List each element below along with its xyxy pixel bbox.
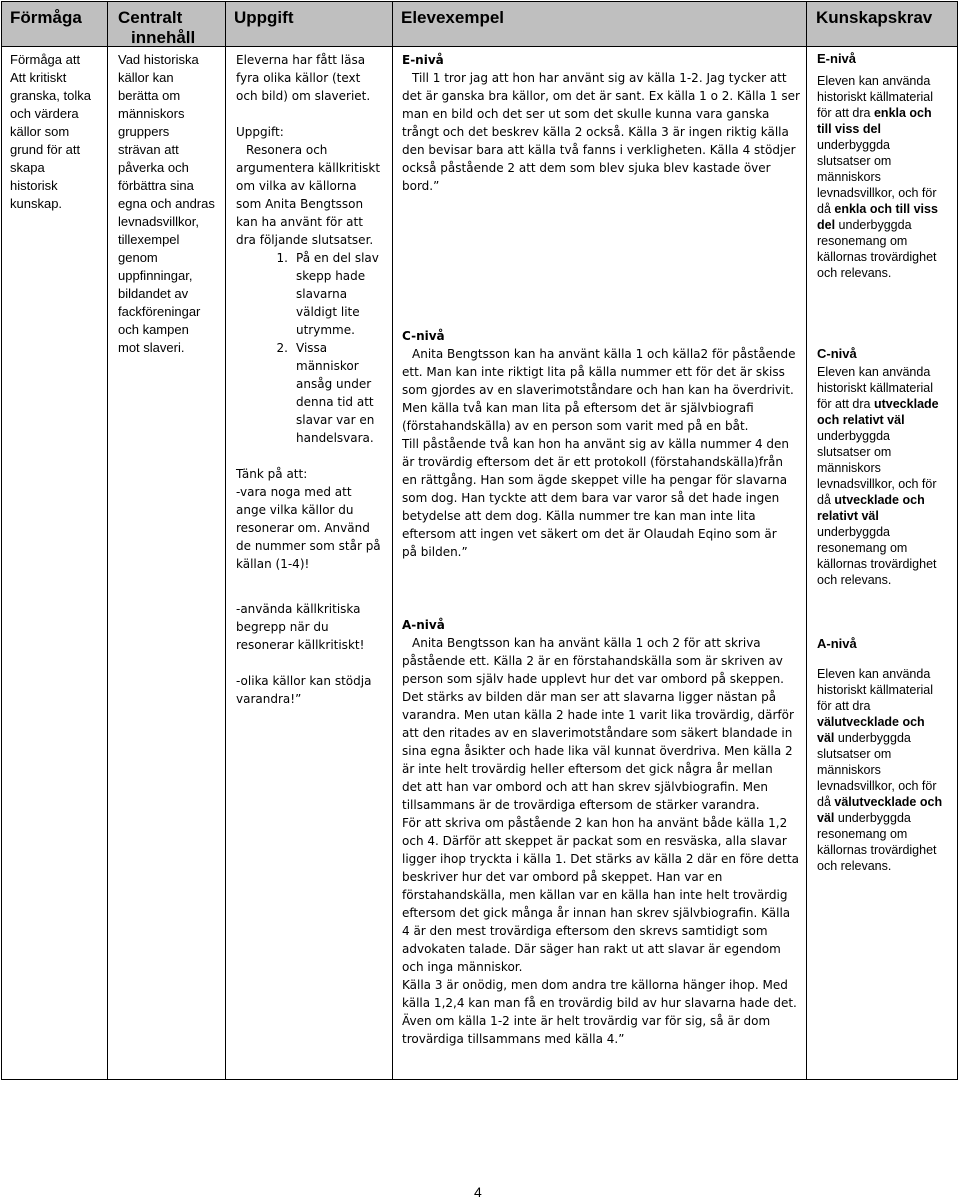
formaga-line: granska, tolka (10, 88, 91, 103)
uppgift-task-line: som Anita Bengtsson (236, 197, 364, 211)
krav-line: källornas trovärdighet (817, 250, 937, 264)
elev-a-line: ligger ihop tryckta i källa 1. Det stärks av källa 2 där en före detta (402, 852, 800, 866)
elev-a-line: och inga människor. (402, 960, 523, 974)
elev-c-line: är trovärdig eftersom det är ett protokoll (förstahandskälla)från (402, 455, 783, 469)
uppgift-tips-line: resonerar om. Använd (236, 521, 370, 535)
elev-c-line: på bilden.” (402, 545, 468, 559)
assessment-table (1, 1, 958, 1080)
uppgift-list-item: människor (296, 359, 359, 373)
uppgift-list-item: ansåg under (296, 377, 372, 391)
krav-line: underbyggda (817, 525, 890, 539)
centralt-line: Vad historiska (118, 52, 199, 67)
krav-line: resonemang om (817, 827, 908, 841)
krav-line: väl underbyggda (817, 811, 911, 825)
uppgift-extra-line: varandra!” (236, 692, 302, 706)
elev-a-line: Anita Bengtsson kan ha använt källa 1 och 2 för att skriva (412, 636, 761, 650)
elev-e-line: också påstående 2 att dem som blev sjuka blev kastade över (402, 161, 771, 175)
elev-a-line: För att skriva om påstående 2 kan hon ha använt både källa 1,2 (402, 816, 788, 830)
uppgift-list-item: väldigt lite (296, 305, 360, 319)
krav-line: historiskt källmaterial (817, 381, 934, 395)
centralt-line: gruppers (118, 124, 170, 139)
elev-a-line: eftersom det gick många år innan han skrev självbiografin. Källa (402, 906, 791, 920)
elev-e-line: bord.” (402, 179, 440, 193)
centralt-line: genom (118, 250, 158, 265)
centralt-line: källor kan (118, 70, 174, 85)
krav-line: Eleven kan använda (817, 365, 931, 379)
uppgift-task-line: Resonera och (246, 143, 328, 157)
centralt-innehall-text (118, 51, 224, 357)
uppgift-list-item: slavarna (296, 287, 348, 301)
centralt-line: och kampen (118, 322, 189, 337)
uppgift-list-item: skepp hade (296, 269, 366, 283)
krav-line: levnadsvillkor, och för (817, 186, 937, 200)
header-uppgift: Uppgift (234, 8, 294, 27)
uppgift-tips-label: Tänk på att: (236, 467, 308, 481)
krav-line: slutsatser om (817, 154, 892, 168)
elev-c-line: (förstahandskälla) av en person som varit med på en båt. (402, 419, 749, 433)
uppgift-tips-line: -vara noga med att (236, 485, 352, 499)
krav-line: och relativt väl (817, 413, 905, 427)
elev-e-line: man en bild och det ser ut som det skulle kunna vara ganska (402, 107, 770, 121)
elev-a-line: att den ritades av en slaverimotståndare som säkert blandade in (402, 726, 793, 740)
uppgift-extra-line: -använda källkritiska (236, 602, 361, 616)
krav-line: resonemang om (817, 234, 908, 248)
elev-a-line: källa 1,2,4 kan man få en trovärdig bild av hur slavarna hade det. (402, 996, 797, 1010)
krav-line: historiskt källmaterial (817, 683, 934, 697)
krav-line: för att dra (817, 699, 871, 713)
elev-c-line: Till påstående två kan hon ha använt sig av källa nummer 4 den (402, 437, 790, 451)
centralt-line: mot slaveri. (118, 340, 185, 355)
elev-c-line: en rättgång. Han som ägde skeppet ville ha pengar för slavarna (402, 473, 788, 487)
elev-a-label: A-nivå (402, 618, 445, 632)
formaga-line: skapa (10, 160, 45, 175)
centralt-line: påverka och (118, 160, 189, 175)
centralt-line: strävan att (118, 142, 179, 157)
krav-line: och relevans. (817, 573, 892, 587)
krav-line: källornas trovärdighet (817, 843, 937, 857)
elev-a-line: Det stärks av bilden där man ser att slavarna ligger nästan på (402, 690, 777, 704)
elev-a-line: sina egna åsikter och hade lika väl kunnat överdriva. Men källa 2 (402, 744, 793, 758)
uppgift-intro-line: Eleverna har fått läsa (236, 53, 366, 67)
uppgift-text (236, 51, 391, 573)
krav-line: slutsatser om (817, 445, 892, 459)
uppgift-list-item: slavar var en (296, 413, 375, 427)
uppgift-extra-line: -olika källor kan stödja (236, 674, 372, 688)
elev-a-line: Även om källa 1-2 inte är helt trovärdig var för sig, så är dom (402, 1014, 771, 1028)
elev-a-line: advokaten talade. Där säger han rakt ut att slavar är egendom (402, 942, 781, 956)
elev-a-line: och 4. Därför att skeppet är packat som en resväska, alla slavar (402, 834, 787, 848)
krav-c-label: C-nivå (817, 346, 857, 361)
formaga-line: källor som (10, 124, 70, 139)
elev-a-line: tillsammans är de trovärdiga eftersom de stärker varandra. (402, 798, 760, 812)
elev-c-label: C-nivå (402, 329, 445, 343)
header-kunskapskrav: Kunskapskrav (816, 8, 933, 27)
krav-line: historiskt källmaterial (817, 90, 934, 104)
krav-line: källornas trovärdighet (817, 557, 937, 571)
uppgift-extra-text (236, 600, 391, 708)
krav-line: då utvecklade och (817, 493, 925, 507)
header-formaga: Förmåga (10, 8, 82, 27)
uppgift-extra-line: resonerar källkritiskt! (236, 638, 365, 652)
uppgift-extra-line: begrepp när du (236, 620, 329, 634)
krav-a-label: A-nivå (817, 636, 857, 651)
krav-line: till viss del (817, 122, 881, 136)
formaga-line: och värdera (10, 106, 79, 121)
krav-line: människors (817, 763, 881, 777)
krav-line: Eleven kan använda (817, 667, 931, 681)
krav-line: människors (817, 461, 881, 475)
uppgift-extra-line (236, 654, 391, 672)
krav-line: väl underbyggda (817, 731, 911, 745)
elev-a-line: är inte helt trovärdig heller eftersom det gick några år mellan (402, 762, 773, 776)
page-number: 4 (474, 1184, 482, 1200)
krav-line: del underbyggda (817, 218, 912, 232)
krav-line: levnadsvillkor, och för (817, 779, 937, 793)
elev-c-line: Men källa två kan man lita på eftersom det är självbiografi (402, 401, 754, 415)
elev-a-line: varandra. Men utan källa 2 hade inte 1 varit lika trovärdig, därför (402, 708, 794, 722)
krav-line: människors (817, 170, 881, 184)
uppgift-task-line: om vilka av källorna (236, 179, 357, 193)
elevexempel-c (402, 327, 802, 561)
centralt-line: levnadsvillkor, (118, 214, 199, 229)
centralt-line: berätta om (118, 88, 181, 103)
krav-line: slutsatser om (817, 747, 892, 761)
formaga-line: historisk (10, 178, 58, 193)
uppgift-list-item: 2. Vissa (276, 341, 328, 355)
elev-e-line: den bevisar bara att källa två fanns i verkligheten. Källa 4 stödjer (402, 143, 796, 157)
uppgift-tips-line: de nummer som står på (236, 539, 381, 553)
elev-a-line: förstahandskälla, men källan var en källa han inte helt trovärdig (402, 888, 788, 902)
header-elevexempel: Elevexempel (401, 8, 505, 27)
elev-c-line: Anita Bengtsson kan ha använt källa 1 och källa2 för påstående (412, 347, 796, 361)
elev-c-line: betydelse att dem dog. Källa nummer tre kan man inte lita (402, 509, 756, 523)
uppgift-intro-line: och bild) om slaveriet. (236, 89, 371, 103)
kunskapskrav-e (817, 51, 957, 281)
uppgift-list-item: denna tid att (296, 395, 374, 409)
krav-line: då enkla och till viss (817, 202, 938, 216)
uppgift-list-item: 1. På en del slav (276, 251, 379, 265)
elev-a-line: 4 är den mest trovärdiga eftersom den skrevs samtidigt som (402, 924, 768, 938)
krav-line: välutvecklade och (817, 715, 925, 729)
centralt-line: uppfinningar, (118, 268, 193, 283)
centralt-line: förbättra sina (118, 178, 194, 193)
uppgift-intro-line: fyra olika källor (text (236, 71, 361, 85)
formaga-line: grund för att (10, 142, 81, 157)
elev-a-line: det att han var ombord och att han skrev självbiografin. Men (402, 780, 769, 794)
header-centralt-innehall: Centralt innehåll (118, 8, 196, 47)
elevexempel-e (402, 51, 802, 195)
elev-a-line: Källa 3 är onödig, men dom andra tre källorna hänger ihop. Med (402, 978, 788, 992)
formaga-line: Förmåga att (10, 52, 81, 67)
krav-line: för att dra enkla och (817, 106, 932, 120)
uppgift-task-line: kan ha använt för att (236, 215, 363, 229)
krav-line: underbyggda (817, 138, 890, 152)
uppgift-tips-line: källan (1-4)! (236, 557, 310, 571)
elev-a-line: påstående ett. Källa 2 är en förstahandskälla som är skriven av (402, 654, 783, 668)
elev-c-line: som dog. Han tyckte att dem bara var varor så det hade ingen (402, 491, 780, 505)
elev-a-line: person som själv hade upplevt hur det var ombord på skeppen. (402, 672, 784, 686)
centralt-line: tillexempel (118, 232, 180, 247)
elev-e-label: E-nivå (402, 53, 444, 67)
formaga-line: kunskap. (10, 196, 63, 211)
krav-line: underbyggda (817, 429, 890, 443)
formaga-line: Att kritiskt (10, 70, 67, 85)
centralt-line: bildandet av (118, 286, 189, 301)
kunskapskrav-c (817, 346, 957, 588)
elev-c-line: eftersom att ingen vet säkert om det är Olaudah Eqino som är (402, 527, 777, 541)
centralt-line: egna och andras (118, 196, 215, 211)
elev-e-line: det är ganska bra källor, om det är sant. Ex källa 1 o 2. Källa 1 ser (402, 89, 800, 103)
krav-line: och relevans. (817, 859, 892, 873)
krav-e-label: E-nivå (817, 51, 857, 66)
uppgift-task-line: dra följande slutsatser. (236, 233, 374, 247)
kunskapskrav-a (817, 636, 957, 874)
formaga-text (10, 51, 106, 213)
elev-a-line: beskriver hur det var ombord på skeppet. Han var en (402, 870, 723, 884)
krav-line: Eleven kan använda (817, 74, 931, 88)
centralt-line: människors (118, 106, 185, 121)
uppgift-tips-line: ange vilka källor du (236, 503, 354, 517)
elev-c-line: ett. Man kan inte riktigt lita på källa nummer ett för det är skiss (402, 365, 785, 379)
krav-line: för att dra utvecklade (817, 397, 939, 411)
krav-line: levnadsvillkor, och för (817, 477, 937, 491)
centralt-line: fackföreningar (118, 304, 201, 319)
elev-c-line: som gjordes av en slaverimotståndare och han kan ha överdrivit. (402, 383, 794, 397)
krav-line: resonemang om (817, 541, 908, 555)
krav-line: och relevans. (817, 266, 892, 280)
elevexempel-a (402, 616, 802, 1048)
uppgift-list-item: handelsvara. (296, 431, 374, 445)
elev-e-line: trångt och det beskrev källa 2 också. Källa 3 är ingen riktig källa (402, 125, 789, 139)
uppgift-task-label: Uppgift: (236, 125, 284, 139)
uppgift-task-line: argumentera källkritiskt (236, 161, 381, 175)
uppgift-list-item: utrymme. (296, 323, 355, 337)
elev-e-line: Till 1 tror jag att hon har använt sig av källa 1-2. Jag tycker att (412, 71, 787, 85)
krav-line: relativt väl (817, 509, 879, 523)
elev-a-line: trovärdiga tillsammans med källa 4.” (402, 1032, 625, 1046)
krav-line: då välutvecklade och (817, 795, 943, 809)
